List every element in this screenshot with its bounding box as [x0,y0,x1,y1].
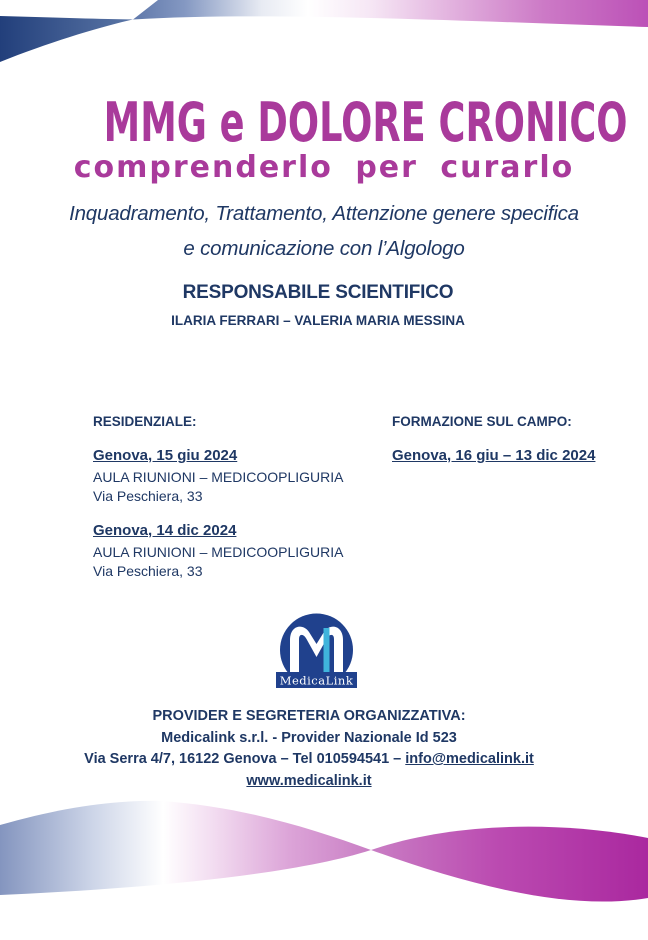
provider-company: Medicalink s.r.l. - Provider Nazionale Id 523 [161,729,457,746]
tagline [6,196,642,266]
tagline-line1: Inquadramento, Trattamento, Attenzione genere specifica [69,202,579,225]
event-address: Via Peschiera, 33 [93,563,203,579]
logo-cyan-accent [324,628,330,672]
residential-event-2 [93,521,363,581]
event-date: Genova, 14 dic 2024 [93,522,237,539]
field-training-dates: Genova, 16 giu – 13 dic 2024 [392,447,596,464]
email-link[interactable]: info@medicalink.it [405,751,534,767]
main-title: MMG e DOLORE CRONICO [103,91,628,154]
provider-footer [0,706,618,792]
provider-address: Via Serra 4/7, 16122 Genova – Tel 010594541 – [84,751,406,767]
event-venue: AULA RIUNIONI – MEDICOOPLIGURIA [93,544,344,560]
bottom-ribbon-decoration [0,790,648,940]
scientific-director-names: ILARIA FERRARI – VALERIA MARIA MESSINA [171,313,465,328]
provider-heading: PROVIDER E SEGRETERIA ORGANIZZATIVA: [152,708,466,724]
residential-header: RESIDENZIALE: [93,414,197,429]
event-date: Genova, 15 giu 2024 [93,447,238,464]
scientific-director-heading: RESPONSABILE SCIENTIFICO [182,282,454,303]
residential-section [93,412,363,596]
website-link[interactable]: www.medicalink.it [246,772,372,789]
event-address: Via Peschiera, 33 [93,488,203,504]
subtitle: comprenderlo per curarlo [73,150,575,185]
provider-contact-line [0,749,618,771]
top-ribbon-decoration [0,0,648,70]
logo-wordmark: MedicaLink [279,673,354,688]
residential-event-1 [93,446,363,506]
field-training-section [392,412,612,468]
field-training-header: FORMAZIONE SUL CAMPO: [392,414,572,429]
event-venue: AULA RIUNIONI – MEDICOOPLIGURIA [93,469,344,485]
medicalink-logo [272,612,362,692]
tagline-line2: e comunicazione con l’Algologo [183,237,465,260]
